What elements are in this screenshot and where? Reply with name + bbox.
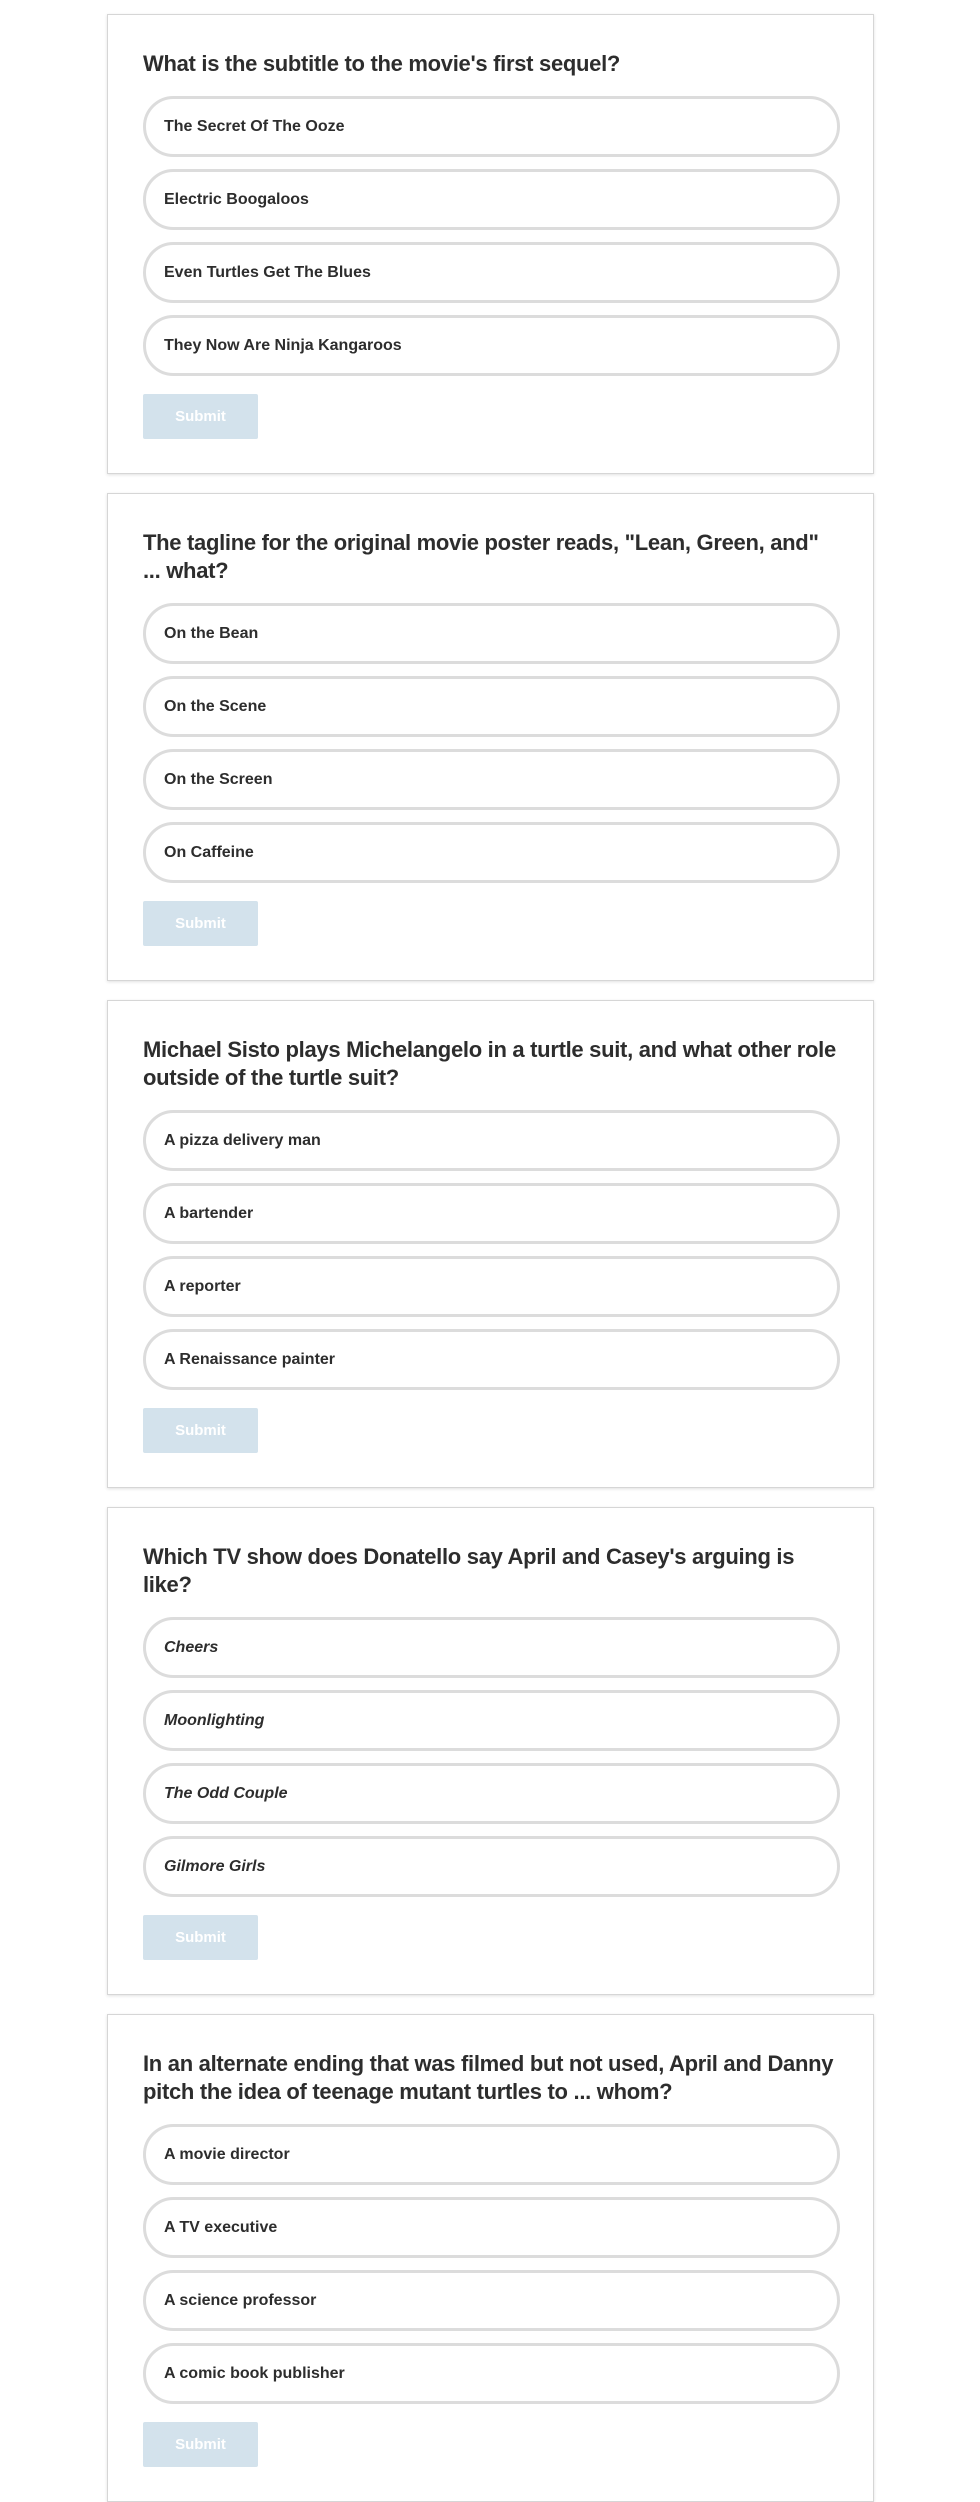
answer-option[interactable] [143,96,840,157]
answer-option-label: A Renaissance painter [164,1350,336,1368]
answer-option[interactable] [143,2343,840,2404]
submit-button[interactable]: Submit [143,2422,258,2467]
answer-option[interactable] [143,1690,840,1751]
answer-option[interactable] [143,603,840,664]
submit-button[interactable]: Submit [143,901,258,946]
answer-option-label: A movie director [164,2145,290,2163]
answer-option-label: Electric Boogaloos [164,190,309,208]
answer-option-label: The Odd Couple [164,1784,288,1802]
question-text: Which TV show does Donatello say April and Casey's arguing is like? [143,1544,795,1597]
question-card [107,2014,874,2502]
answer-option-label: A bartender [164,1204,254,1222]
answer-option[interactable] [143,1110,840,1171]
answer-option[interactable] [143,749,840,810]
answer-option-label: Gilmore Girls [164,1857,266,1875]
submit-button[interactable]: Submit [143,1915,258,1960]
question-card [107,14,874,474]
answer-option[interactable] [143,1256,840,1317]
answer-option-label: On Caffeine [164,843,254,861]
answer-option[interactable] [143,676,840,737]
answer-option-label: A TV executive [164,2218,278,2236]
answer-option[interactable] [143,169,840,230]
answer-option[interactable] [143,315,840,376]
answer-option-label: A science professor [164,2291,317,2309]
question-card [107,1000,874,1488]
answer-option-label: Moonlighting [164,1711,265,1729]
answer-option-label: Cheers [164,1638,219,1656]
question-text: The tagline for the original movie poster reads, "Lean, Green, and" ... what? [143,530,819,583]
answer-option[interactable] [143,822,840,883]
question-text: Michael Sisto plays Michelangelo in a turtle suit, and what other role outside of the turtle suit? [143,1037,836,1090]
answer-option[interactable] [143,2270,840,2331]
submit-button[interactable]: Submit [143,1408,258,1453]
question-card [107,1507,874,1995]
answer-option[interactable] [143,2197,840,2258]
answer-option-label: A comic book publisher [164,2364,345,2382]
answer-option[interactable] [143,1329,840,1390]
answer-option-label: On the Screen [164,770,273,788]
answer-option-label: On the Scene [164,697,267,715]
answer-option-label: A reporter [164,1277,241,1295]
answer-option[interactable] [143,1836,840,1897]
answer-option-label: The Secret Of The Ooze [164,117,345,135]
answer-option[interactable] [143,242,840,303]
answer-option[interactable] [143,1763,840,1824]
answer-option-label: Even Turtles Get The Blues [164,263,371,281]
answer-option[interactable] [143,1183,840,1244]
question-text: What is the subtitle to the movie's first sequel? [143,51,621,76]
answer-option-label: A pizza delivery man [164,1131,321,1149]
answer-option-label: They Now Are Ninja Kangaroos [164,336,402,354]
question-text: In an alternate ending that was filmed but not used, April and Danny pitch the idea of teenage mutant turtles to ... whom? [143,2051,834,2104]
question-card [107,493,874,981]
answer-option[interactable] [143,1617,840,1678]
answer-option-label: On the Bean [164,624,259,642]
submit-button[interactable]: Submit [143,394,258,439]
answer-option[interactable] [143,2124,840,2185]
